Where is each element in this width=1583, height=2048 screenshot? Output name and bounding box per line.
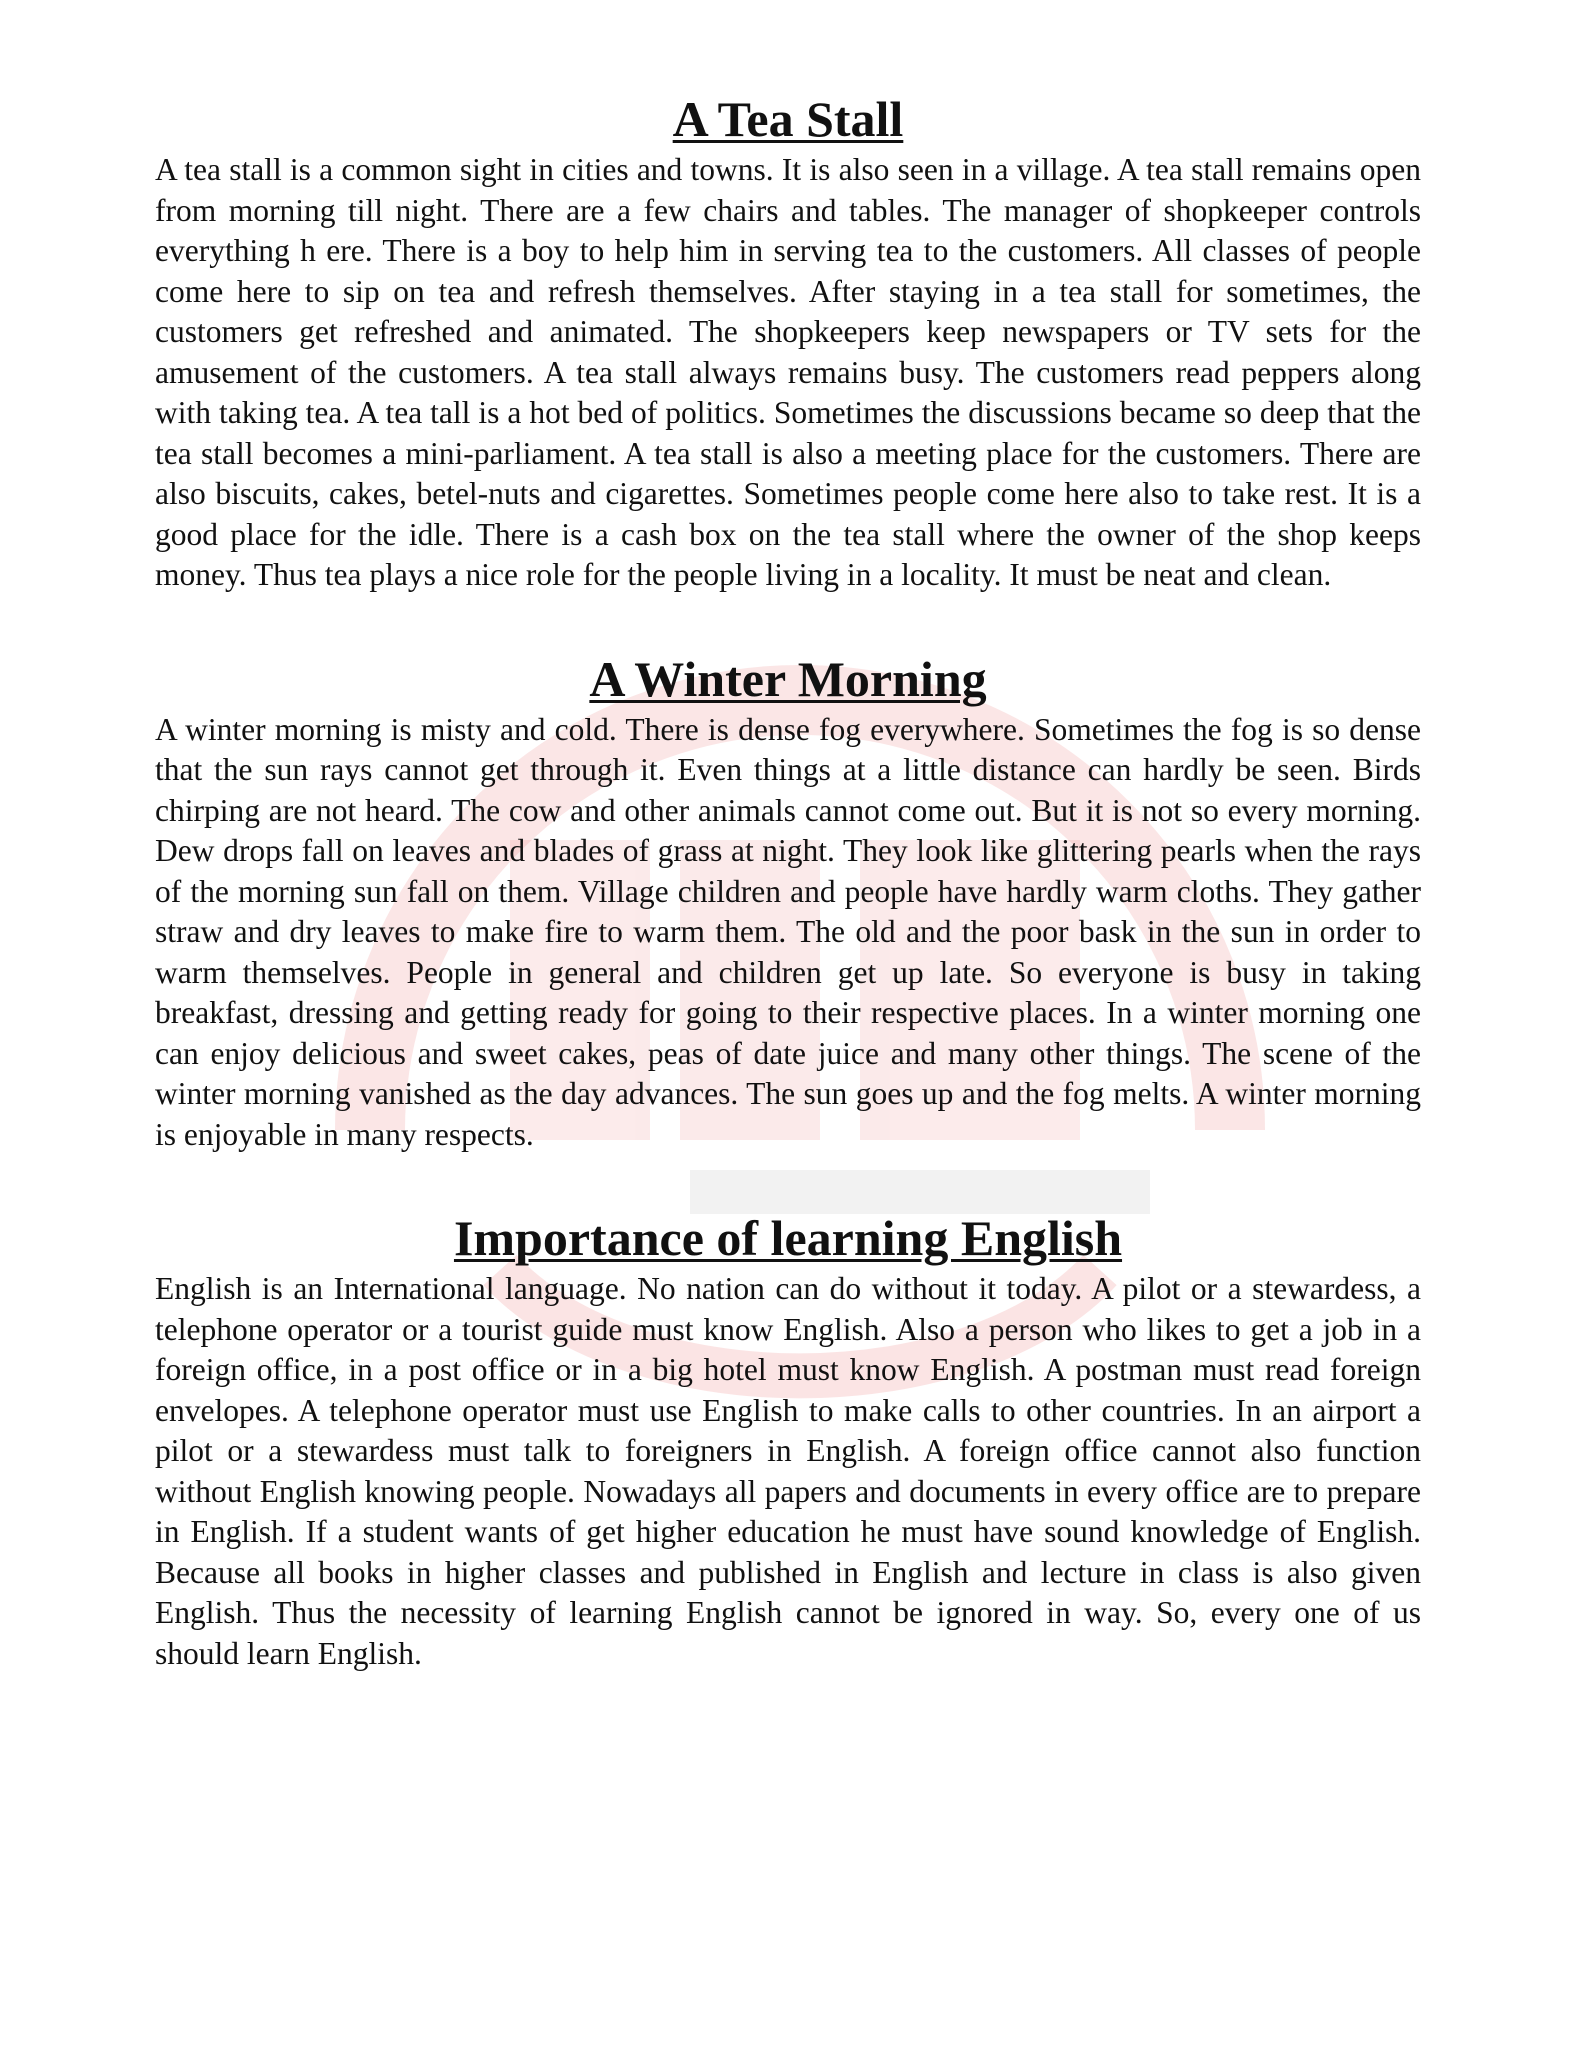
essay-tea-stall xyxy=(155,88,1421,596)
essay-page xyxy=(155,88,1421,1674)
essay-importance-of-english xyxy=(155,1207,1421,1674)
essay-paragraph: A tea stall is a common sight in cities and towns. It is also seen in a village. A tea stall remains open from morning till night. There are a few chairs and tables. The manager of shopkeeper controls everything h ere. There is a boy to help him in serving tea to the customers. All classes of people come here to sip on tea and refresh themselves. After staying in a tea stall for sometimes, the customers get refreshed and animated. The shopkeepers keep newspapers or TV sets for the amusement of the customers. A tea stall always remains busy. The customers read peppers along with taking tea. A tea tall is a hot bed of politics. Sometimes the discussions became so deep that the tea stall becomes a mini-parliament. A tea stall is also a meeting place for the customers. There are also biscuits, cakes, betel-nuts and cigarettes. Sometimes people come here also to take rest. It is a good place for the idle. There is a cash box on the tea stall where the owner of the shop keeps money. Thus tea plays a nice role for the people living in a locality. It must be neat and clean. xyxy=(155,152,1421,592)
essay-paragraph: A winter morning is misty and cold. There is dense fog everywhere. Sometimes the fog is so dense that the sun rays cannot get through it. Even things at a little distance can hardly be seen. Birds chirping are not heard. The cow and other animals cannot come out. But it is not so every morning. Dew drops fall on leaves and blades of grass at night. They look like glittering pearls when the rays of the morning sun fall on them. Village children and people have hardly warm cloths. They gather straw and dry leaves to make fire to warm them. The old and the poor bask in the sun in order to warm themselves. People in general and children get up late. So everyone is busy in taking breakfast, dressing and getting ready for going to their respective places. In a winter morning one can enjoy delicious and sweet cakes, peas of date juice and many other things. The scene of the winter morning vanished as the day advances. The sun goes up and the fog melts. A winter morning is enjoyable in many respects. xyxy=(155,711,1421,1152)
essay-title: Importance of learning English xyxy=(453,1210,1123,1266)
section-spacer xyxy=(155,596,1421,648)
essay-title: A Tea Stall xyxy=(672,91,904,147)
essay-winter-morning xyxy=(155,648,1421,1156)
section-spacer xyxy=(155,1155,1421,1207)
essay-title: A Winter Morning xyxy=(589,650,987,707)
essay-paragraph: English is an International language. No nation can do without it today. A pilot or a stewardess, a telephone operator or a tourist guide must know English. Also a person who likes to get a job in a foreign office, in a post office or in a big hotel must know English. A postman must read foreign envelopes. A telephone operator must use English to make calls to other countries. In an airport a pilot or a stewardess must talk to foreigners in English. A foreign office cannot also function without English knowing people. Nowadays all papers and documents in every office are to prepare in English. If a student wants of get higher education he must have sound knowledge of English. Because all books in higher classes and published in English and lecture in class is also given English. Thus the necessity of learning English cannot be ignored in way. So, every one of us should learn English. xyxy=(155,1271,1421,1671)
